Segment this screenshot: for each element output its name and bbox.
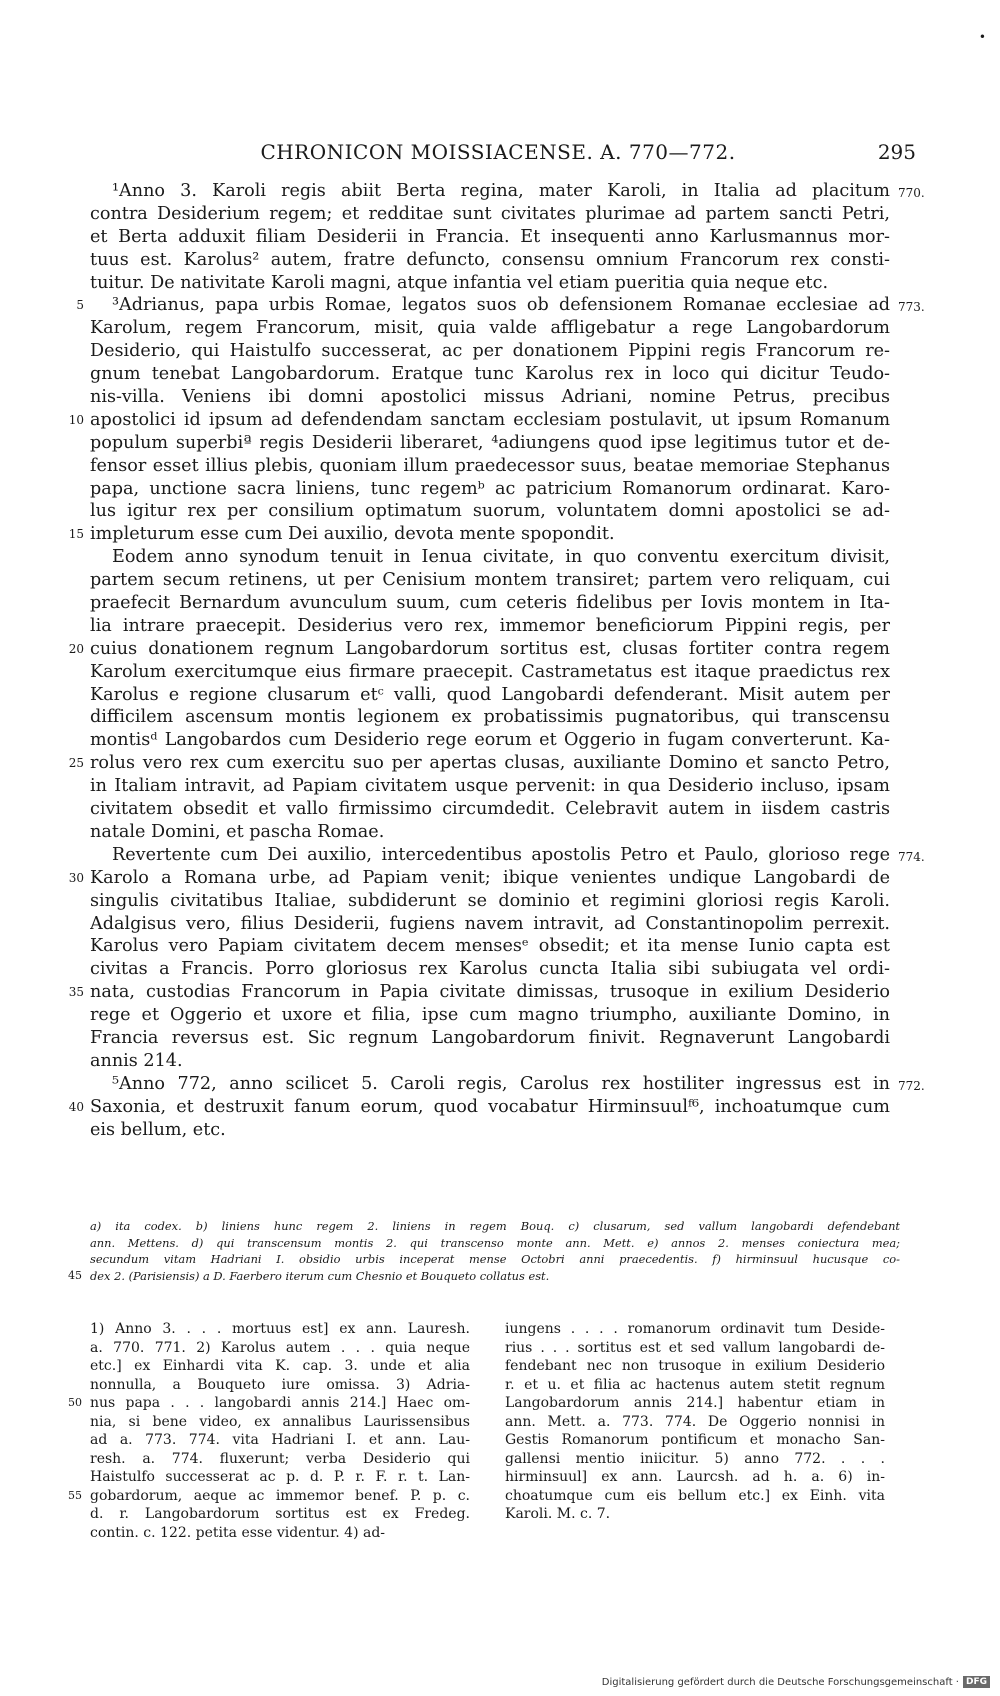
text-line-text: Karolus vero Papiam civitatem decem mensesᵉ obsedit; et ita mense Iunio capta est bbox=[90, 936, 890, 957]
text-line bbox=[90, 890, 890, 913]
text-line bbox=[76, 294, 925, 317]
text-line-text: Revertente cum Dei auxilio, intercedentibus apostolis Petro et Paulo, glorioso rege bbox=[112, 844, 890, 865]
text-line bbox=[90, 317, 890, 340]
text-line bbox=[90, 180, 925, 203]
text-line bbox=[68, 523, 890, 546]
text-line-text: papa, unctione sacra liniens, tunc regemᵇ ac patricium Romanorum ordinarat. Karo- bbox=[90, 478, 890, 499]
footnote-line-text: ann. Mett. a. 773. 774. De Oggerio nonnisi in bbox=[505, 1413, 885, 1430]
running-header bbox=[88, 140, 916, 164]
text-line bbox=[90, 615, 890, 638]
line-number: 15 bbox=[68, 527, 84, 542]
footnote-line-text: d. r. Langobardorum sortitus est ex Fredeg. bbox=[90, 1506, 470, 1522]
text-line bbox=[90, 1050, 890, 1073]
footer-text: Digitalisierung gefördert durch die Deutsche Forschungsgemeinschaft · bbox=[601, 1676, 959, 1688]
footnote-line-text: gobardorum, aeque ac immemor benef. P. p. c. bbox=[90, 1487, 470, 1504]
footnote-line bbox=[90, 1450, 470, 1469]
footnote-line bbox=[90, 1320, 470, 1339]
footnote-line bbox=[90, 1357, 470, 1376]
text-line bbox=[90, 706, 890, 729]
text-line bbox=[90, 226, 890, 249]
margin-year: 773. bbox=[898, 300, 925, 315]
line-number: 50 bbox=[68, 1396, 82, 1409]
text-line-text: montisᵈ Langobardos cum Desiderio rege eorum et Oggerio in fugam converterunt. Ka- bbox=[90, 730, 890, 751]
text-line bbox=[90, 1027, 890, 1050]
text-line bbox=[90, 1004, 890, 1027]
line-number: 40 bbox=[68, 1099, 84, 1114]
footnote-line bbox=[90, 1431, 470, 1450]
text-line bbox=[90, 432, 890, 455]
text-line-text: tuitur. De nativitate Karoli magni, atque infantia vel etiam pueritia quia neque etc. bbox=[90, 272, 829, 293]
text-line bbox=[68, 1096, 890, 1119]
footnote-line-text: Haistulfo successerat ac p. d. P. r. F. r. t. Lan- bbox=[90, 1469, 470, 1485]
footnote-line-text: 1) Anno 3. . . . mortuus est] ex ann. Lauresh. bbox=[90, 1321, 470, 1337]
line-number: 5 bbox=[76, 298, 84, 313]
footnote-line-text: nus papa . . . langobardi annis 214.] Haec om- bbox=[90, 1395, 470, 1411]
text-line-text: fensor esset illius plebis, quoniam illum praedecessor suus, beatae memoriae Stephanus bbox=[90, 455, 890, 476]
running-title: CHRONICON MOISSIACENSE. A. 770—772. bbox=[260, 140, 736, 164]
text-line bbox=[90, 661, 890, 684]
apparatus-line bbox=[68, 1268, 900, 1285]
text-line bbox=[90, 478, 890, 501]
text-line-text: difficilem ascensum montis legionem ex probatissimis pugnatoribus, qui transcensu bbox=[90, 707, 890, 728]
margin-year: 772. bbox=[898, 1078, 925, 1093]
text-line-text: lia intrare praecepit. Desiderius vero rex, immemor beneficiorum Pippini regis, per bbox=[90, 615, 890, 636]
text-line bbox=[90, 546, 890, 569]
footnote-line-text: nia, si bene video, ex annalibus Laurissensibus bbox=[90, 1413, 470, 1430]
text-line bbox=[90, 569, 890, 592]
footnote-line-text: contin. c. 122. petita esse videntur. 4) ad- bbox=[90, 1524, 386, 1541]
footnote-line-text: ad a. 773. 774. vita Hadriani I. et ann. Lau- bbox=[90, 1432, 470, 1448]
apparatus-line-text: secundum vitam Hadriani I. obsidio urbis inceperat mense Octobri anni praecedentis. f) hirminsuul hucusque co- bbox=[90, 1252, 900, 1267]
footnote-line bbox=[505, 1376, 885, 1395]
footnote-line bbox=[505, 1505, 885, 1524]
text-line bbox=[68, 752, 890, 775]
footnotes-left-column bbox=[68, 1320, 470, 1542]
text-line-text: annis 214. bbox=[90, 1050, 183, 1071]
apparatus-line bbox=[90, 1218, 900, 1235]
text-line-text: et Berta adduxit filiam Desiderii in Francia. Et insequenti anno Karlusmannus mor- bbox=[90, 226, 890, 247]
footnote-line bbox=[505, 1394, 885, 1413]
text-line-text: eis bellum, etc. bbox=[90, 1119, 226, 1140]
footnote-line-text: fendebant nec non trusoque in exilium Desiderio bbox=[505, 1358, 885, 1374]
text-line-text: Eodem anno synodum tenuit in Ienua civitate, in quo conventu exercitum divisit, bbox=[112, 547, 890, 568]
text-line bbox=[68, 981, 890, 1004]
footnote-line-text: rius . . . sortitus est et sed vallum langobardi de- bbox=[505, 1339, 885, 1356]
text-line bbox=[90, 1073, 925, 1096]
footnote-line bbox=[505, 1450, 885, 1469]
footnote-line bbox=[505, 1320, 885, 1339]
text-line-text: Karolum exercitumque eius firmare praecepit. Castrametatus est itaque praedictus rex bbox=[90, 661, 890, 682]
text-line-text: civitas a Francis. Porro gloriosus rex Karolus cuncta Italia sibi subiugata vel ordi- bbox=[90, 959, 890, 980]
text-line bbox=[68, 638, 890, 661]
apparatus-line-text: dex 2. (Parisiensis) a D. Faerbero iterum cum Chesnio et Bouqueto collatus est. bbox=[90, 1268, 550, 1283]
footnote-line bbox=[90, 1505, 470, 1524]
text-line bbox=[90, 798, 890, 821]
text-line-text: gnum tenebat Langobardorum. Eratque tunc Karolus rex in loco qui dicitur Teudo- bbox=[90, 364, 890, 385]
text-line bbox=[90, 455, 890, 478]
footnote-line-text: a. 770. 771. 2) Karolus autem . . . quia neque bbox=[90, 1339, 470, 1356]
footnote-line bbox=[68, 1487, 470, 1506]
text-line bbox=[90, 913, 890, 936]
text-line bbox=[90, 775, 890, 798]
text-line bbox=[90, 386, 890, 409]
text-line-text: Karolum, regem Francorum, misit, quia valde affligebatur a rege Langobardorum bbox=[90, 318, 890, 339]
text-line-text: rege et Oggerio et uxore et filia, ipse cum magno triumpho, auxiliante Domino, in bbox=[90, 1005, 890, 1026]
line-number: 10 bbox=[68, 412, 84, 427]
line-number: 55 bbox=[68, 1488, 82, 1502]
footnote-line-text: choatumque cum eis bellum etc.] ex Einh. vita bbox=[505, 1487, 885, 1504]
text-line bbox=[90, 958, 890, 981]
text-line bbox=[90, 203, 890, 226]
text-line bbox=[68, 867, 890, 890]
text-line-text: lus igitur rex per consilium optimatum suorum, voluntatem domni apostolici se ad- bbox=[90, 501, 890, 522]
text-line-text: natale Domini, et pascha Romae. bbox=[90, 821, 385, 842]
footnote-line bbox=[90, 1376, 470, 1395]
text-line-text: apostolici id ipsum ad defendendam sanctam ecclesiam postulavit, ut ipsum Romanum bbox=[90, 409, 890, 430]
text-line-text: Karolo a Romana urbe, ad Papiam venit; ibique venientes undique Langobardi de bbox=[90, 867, 890, 888]
text-line bbox=[90, 935, 890, 958]
text-line-text: Adalgisus vero, filius Desiderii, fugiens navem intravit, ad Constantinopolim perrexit. bbox=[90, 913, 890, 934]
footnote-line-text: Langobardorum annis 214.] habentur etiam in bbox=[505, 1395, 885, 1411]
text-line bbox=[90, 249, 890, 272]
text-line-text: Francia reversus est. Sic regnum Langobardorum finivit. Regnaverunt Langobardi bbox=[90, 1027, 890, 1048]
main-text bbox=[68, 180, 925, 1141]
margin-year: 770. bbox=[898, 186, 925, 200]
footnote-line-text: iungens . . . . romanorum ordinavit tum Deside- bbox=[505, 1321, 885, 1337]
text-line bbox=[68, 409, 890, 432]
text-line-text: ³Adrianus, papa urbis Romae, legatos suos ob defensionem Romanae ecclesiae ad bbox=[112, 295, 890, 316]
text-line bbox=[90, 272, 890, 295]
critical-apparatus bbox=[68, 1218, 900, 1284]
footnote-line bbox=[505, 1339, 885, 1358]
text-line-text: Saxonia, et destruxit fanum eorum, quod vocabatur Hirminsuulᶠ⁶, inchoatumque cum bbox=[90, 1096, 890, 1117]
line-number: 45 bbox=[68, 1268, 82, 1282]
margin-year: 774. bbox=[898, 849, 925, 864]
footnote-line-text: nonnulla, a Bouqueto iure omissa. 3) Adria- bbox=[90, 1376, 470, 1393]
text-line-text: nis-villa. Veniens ibi domni apostolici missus Adriani, nomine Petrus, precibus bbox=[90, 387, 890, 408]
footnote-line-text: hirminsuul] ex ann. Laurcsh. ad h. a. 6) in- bbox=[505, 1469, 885, 1485]
footnotes-right-column bbox=[505, 1320, 885, 1524]
digitization-footer bbox=[602, 1676, 990, 1688]
text-line bbox=[90, 363, 890, 386]
text-line-text: tuus est. Karolus² autem, fratre defuncto, consensu omnium Francorum rex consti- bbox=[90, 249, 890, 270]
footnote-line bbox=[90, 1413, 470, 1432]
line-number: 25 bbox=[68, 756, 84, 771]
text-line-text: nata, custodias Francorum in Papia civitate dimissas, trusoque in exilium Desiderio bbox=[90, 982, 890, 1003]
text-line-text: contra Desiderium regem; et redditae sunt civitates plurimae ad partem sancti Petri, bbox=[90, 203, 890, 224]
text-line-text: populum superbiª regis Desiderii liberaret, ⁴adiungens quod ipse legitimus tutor et de- bbox=[90, 432, 890, 453]
page-number: 295 bbox=[877, 140, 916, 164]
text-line bbox=[90, 684, 890, 707]
text-line-text: rolus vero rex cum exercitu suo per apertas clusas, auxiliante Domino et sancto Petro, bbox=[90, 753, 890, 774]
footnote-line bbox=[90, 1339, 470, 1358]
dfg-logo: DFG bbox=[963, 1676, 990, 1688]
line-number: 30 bbox=[68, 870, 84, 885]
text-line bbox=[90, 821, 890, 844]
footnote-line-text: r. et u. et filia ac hactenus autem stetit regnum bbox=[505, 1376, 885, 1393]
text-line-text: in Italiam intravit, ad Papiam civitatem usque pervenit: in qua Desiderio incluso, ipsam bbox=[90, 776, 890, 797]
text-line bbox=[90, 844, 925, 867]
footnote-line bbox=[505, 1431, 885, 1450]
footnote-line-text: resh. a. 774. fluxerunt; verba Desiderio qui bbox=[90, 1450, 470, 1467]
text-line-text: ¹Anno 3. Karoli regis abiit Berta regina, mater Karoli, in Italia ad placitum bbox=[112, 181, 890, 201]
stray-mark: • bbox=[978, 30, 986, 44]
footnote-line-text: etc.] ex Einhardi vita K. cap. 3. unde et alia bbox=[90, 1358, 470, 1374]
footnote-line bbox=[90, 1524, 470, 1543]
apparatus-line bbox=[90, 1251, 900, 1268]
apparatus-line-text: ann. Mettens. d) qui transcensum montis 2. qui transcenso monte ann. Mett. e) annos 2. menses coniectura mea; bbox=[90, 1235, 900, 1250]
text-line-text: singulis civitatibus Italiae, subdiderunt se dominio et regimini gloriosi regis Karoli. bbox=[90, 890, 890, 911]
footnote-line-text: Gestis Romanorum pontificum et monacho San- bbox=[505, 1432, 885, 1448]
footnote-line bbox=[68, 1394, 470, 1413]
text-line-text: praefecit Bernardum avunculum suum, cum ceteris fidelibus per Iovis montem in Ita- bbox=[90, 593, 890, 614]
text-line-text: Karolus e regione clusarum etᶜ valli, quod Langobardi defenderant. Misit autem per bbox=[90, 684, 890, 705]
apparatus-line bbox=[90, 1235, 900, 1252]
text-line-text: Desiderio, qui Haistulfo successerat, ac per donationem Pippini regis Francorum re- bbox=[90, 341, 890, 362]
text-line-text: partem secum retinens, ut per Cenisium montem transiret; partem vero reliquam, cui bbox=[90, 570, 890, 591]
text-line-text: impleturum esse cum Dei auxilio, devota mente spopondit. bbox=[90, 524, 615, 545]
footnote-line-text: gallensi mentio iniicitur. 5) anno 772. . . . bbox=[505, 1450, 885, 1467]
text-line-text: cuius donationem regnum Langobardorum sortitus est, clusas fortiter contra regem bbox=[90, 638, 890, 659]
footnote-line bbox=[505, 1487, 885, 1506]
footnote-line bbox=[90, 1468, 470, 1487]
text-line bbox=[90, 340, 890, 363]
footnote-line bbox=[505, 1468, 885, 1487]
apparatus-line-text: a) ita codex. b) liniens hunc regem 2. liniens in regem Bouq. c) clusarum, sed vallum langobardi defendebant bbox=[90, 1219, 900, 1233]
text-line-text: civitatem obsedit et vallo firmissimo circumdedit. Celebravit autem in iisdem castris bbox=[90, 799, 890, 820]
footnote-line bbox=[505, 1413, 885, 1432]
text-line bbox=[90, 592, 890, 615]
text-line bbox=[90, 500, 890, 523]
text-line bbox=[90, 729, 890, 752]
line-number: 35 bbox=[68, 985, 84, 1000]
text-line-text: ⁵Anno 772, anno scilicet 5. Caroli regis, Carolus rex hostiliter ingressus est in bbox=[112, 1073, 890, 1094]
footnote-line bbox=[505, 1357, 885, 1376]
footnote-line-text: Karoli. M. c. 7. bbox=[505, 1506, 611, 1522]
line-number: 20 bbox=[68, 641, 84, 656]
text-line bbox=[90, 1119, 890, 1142]
